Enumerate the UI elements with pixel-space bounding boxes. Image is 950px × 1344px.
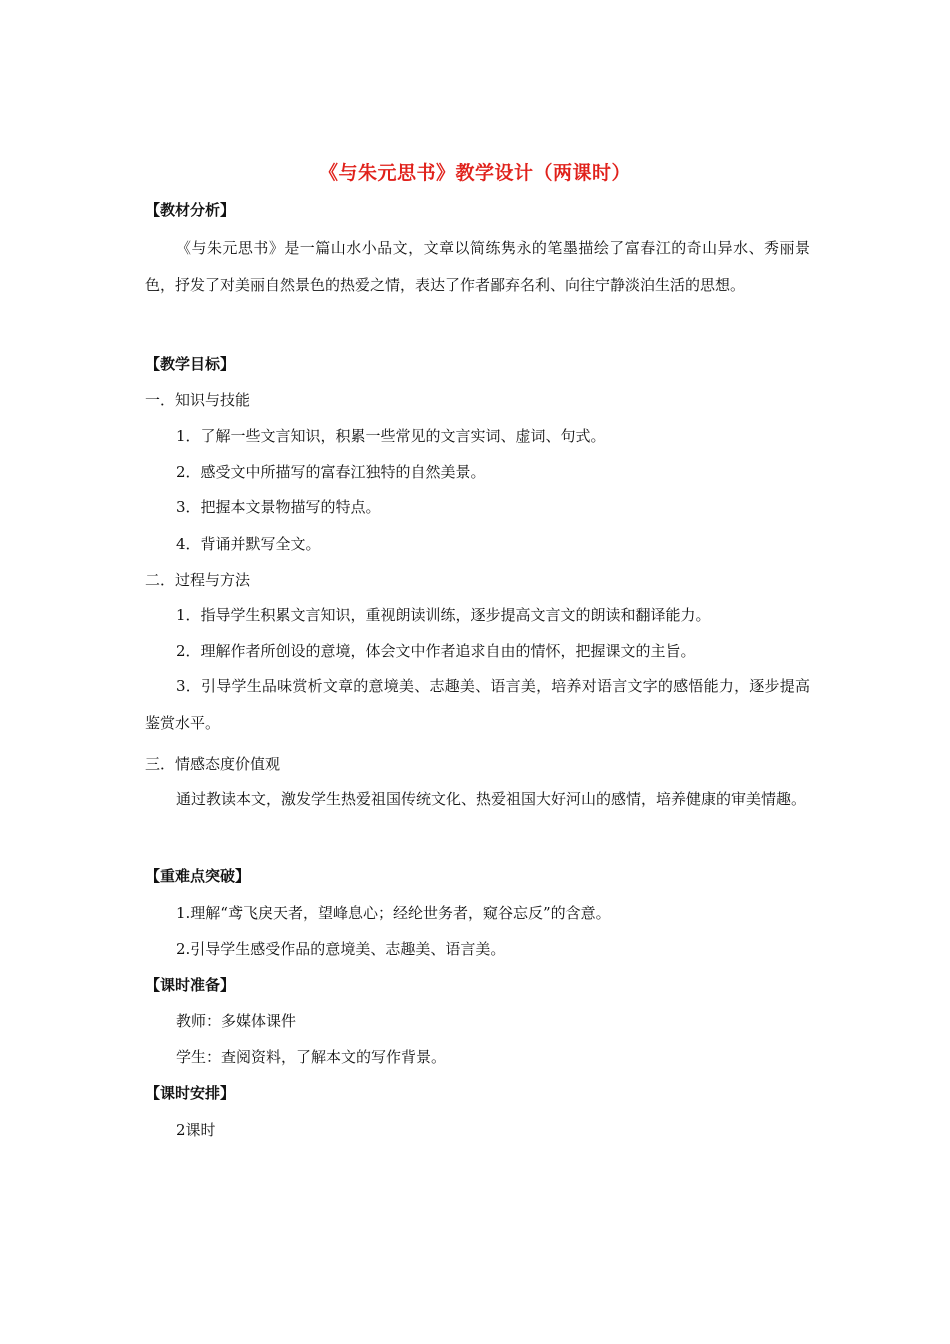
goal-part-process: 二．过程与方法 [145,571,251,589]
section-heading-goals: 【教学目标】 [145,355,236,373]
section-heading-schedule: 【课时安排】 [145,1084,236,1102]
goal-item: 1．指导学生积累文言知识，重视朗读训练，逐步提高文言文的朗读和翻译能力。 [176,606,711,624]
section-heading-preparation: 【课时准备】 [145,976,236,994]
goal-item: 2．感受文中所描写的富春江独特的自然美景。 [176,463,486,481]
document-title: 《与朱元思书》教学设计（两课时） [318,162,631,184]
preparation-teacher: 教师：多媒体课件 [176,1012,297,1030]
emotion-paragraph: 通过教读本文，激发学生热爱祖国传统文化、热爱祖国大好河山的感情，培养健康的审美情趣。 [176,790,807,808]
key-point-item: 1.理解“鸢飞戾天者，望峰息心；经纶世务者，窥谷忘反”的含意。 [176,904,611,922]
goal-item-multiline: 3．引导学生品味赏析文章的意境美、志趣美、语言美，培养对语言文字的感悟能力，逐步提高鉴赏水平。 [145,677,810,732]
goal-part-knowledge: 一．知识与技能 [145,391,251,409]
key-point-item: 2.引导学生感受作品的意境美、志趣美、语言美。 [176,940,506,958]
goal-part-emotion: 三．情感态度价值观 [145,755,281,773]
goal-item: 2．理解作者所创设的意境，体会文中作者追求自由的情怀，把握课文的主旨。 [176,642,696,660]
goal-item: 1．了解一些文言知识，积累一些常见的文言实词、虚词、句式。 [176,427,606,445]
analysis-paragraph: 《与朱元思书》是一篇山水小品文，文章以简练隽永的笔墨描绘了富春江的奇山异水、秀丽景色，抒发了对美丽自然景色的热爱之情，表达了作者鄙弃名利、向往宁静淡泊生活的思想。 [145,239,810,294]
goal-item: 3．把握本文景物描写的特点。 [176,498,381,516]
schedule-text: 2课时 [176,1121,216,1139]
preparation-student: 学生：查阅资料，了解本文的写作背景。 [176,1048,447,1066]
goal-item: 4．背诵并默写全文。 [176,535,321,553]
section-heading-key-points: 【重难点突破】 [145,867,251,885]
section-heading-analysis: 【教材分析】 [145,201,236,219]
